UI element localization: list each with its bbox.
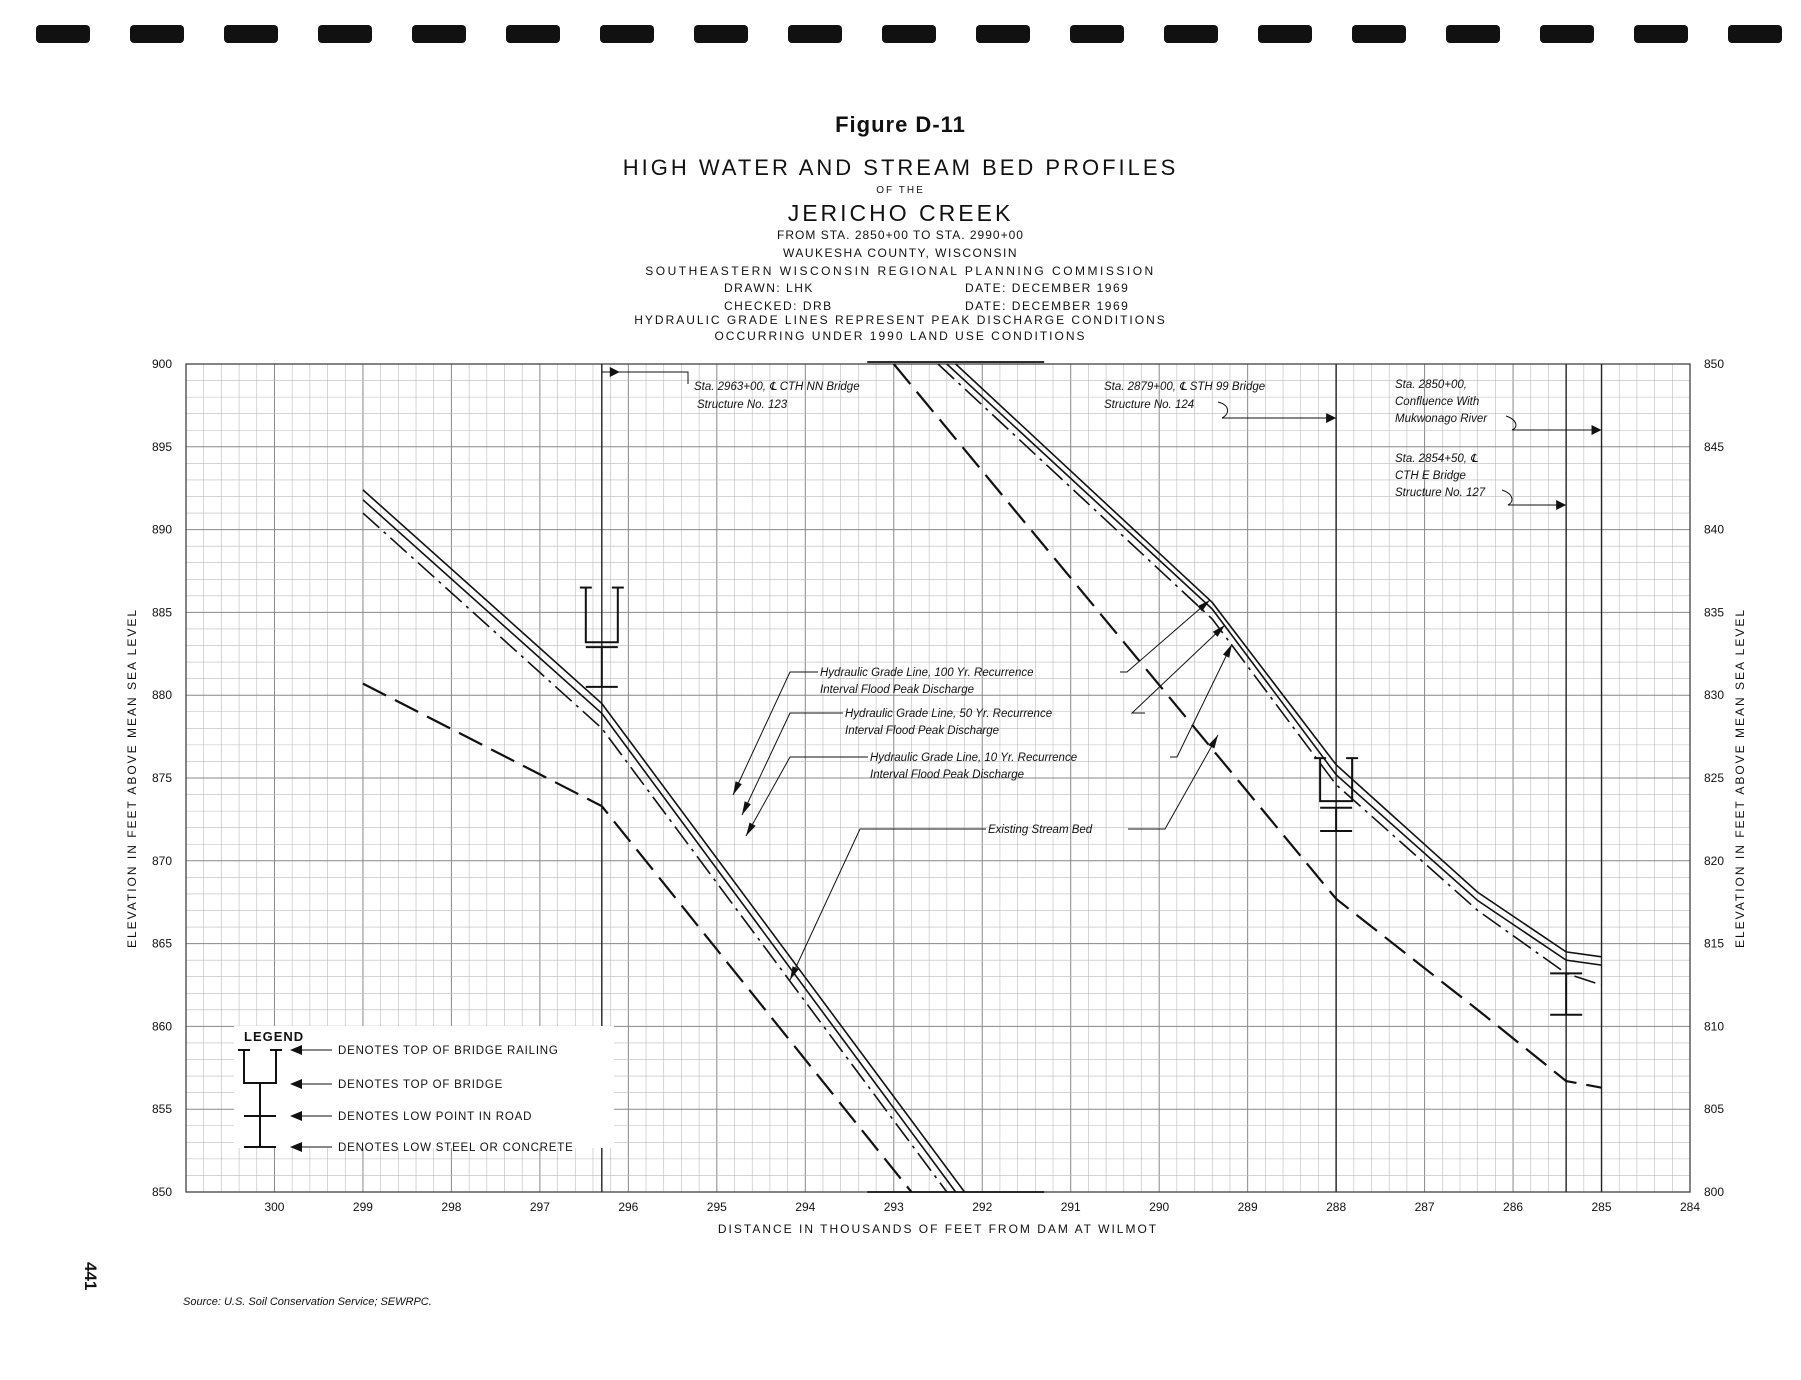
- legend-item-label: DENOTES TOP OF BRIDGE RAILING: [338, 1045, 559, 1057]
- leader-line: [1506, 416, 1602, 430]
- y-tick-label-left: 880: [151, 688, 172, 703]
- leader-arrow: [1592, 425, 1602, 435]
- x-tick-label: 287: [1414, 1200, 1435, 1214]
- y-tick-label-right: 850: [1704, 357, 1725, 371]
- x-tick-label: 284: [1679, 1200, 1701, 1214]
- x-tick-label: 295: [706, 1200, 727, 1214]
- x-tick-label: 290: [1149, 1200, 1170, 1214]
- y-tick-label-right: 800: [1704, 1185, 1725, 1199]
- x-tick-label: 299: [352, 1200, 373, 1214]
- y-tick-label-right: 835: [1704, 605, 1725, 620]
- y-tick-label-left: 890: [151, 522, 172, 537]
- x-tick-label: 298: [441, 1200, 462, 1214]
- series-line-50yr: [947, 364, 1602, 965]
- x-axis-label: DISTANCE IN THOUSANDS OF FEET FROM DAM AT WILMOT: [717, 1222, 1159, 1236]
- note-line-1: HYDRAULIC GRADE LINES REPRESENT PEAK DISCHARGE CONDITIONS: [634, 313, 1167, 327]
- y-tick-label-right: 845: [1704, 439, 1725, 454]
- leader-arrow: [1326, 413, 1336, 423]
- series-line-10yr: [938, 364, 1602, 985]
- annotation-label: Interval Flood Peak Discharge: [845, 725, 1000, 737]
- x-tick-label: 297: [529, 1200, 550, 1214]
- checked-date: DATE: DECEMBER 1969: [965, 299, 1130, 313]
- annotation-arrow: [1208, 735, 1218, 749]
- title-of-the: OF THE: [876, 185, 925, 196]
- annotation-leader: [1170, 644, 1232, 757]
- annotation-leader: [1120, 600, 1210, 672]
- y-tick-label-left: 850: [151, 1185, 172, 1199]
- x-tick-label: 296: [618, 1200, 639, 1214]
- annotation-leader: [746, 757, 868, 836]
- y-tick-label-left: 895: [151, 439, 172, 454]
- leader-arrow: [610, 367, 620, 377]
- agency: SOUTHEASTERN WISCONSIN REGIONAL PLANNING COMMISSION: [645, 264, 1156, 278]
- x-tick-label: 291: [1060, 1200, 1081, 1214]
- y-tick-label-right: 830: [1704, 688, 1725, 703]
- x-tick-label: 294: [795, 1200, 816, 1214]
- legend-title: LEGEND: [244, 1029, 305, 1044]
- y-tick-label-left: 865: [151, 936, 172, 951]
- structure-label: Confluence With: [1395, 396, 1480, 408]
- legend-item-label: DENOTES TOP OF BRIDGE: [338, 1079, 504, 1091]
- note-line-2: OCCURRING UNDER 1990 LAND USE CONDITIONS: [714, 329, 1087, 343]
- source-note: Source: U.S. Soil Conservation Service; SEWRPC.: [183, 1296, 432, 1308]
- annotation-leader: [1132, 625, 1225, 713]
- y-axis-label-left: ELEVATION IN FEET ABOVE MEAN SEA LEVEL: [125, 607, 139, 949]
- y-tick-label-left: 885: [151, 605, 172, 620]
- county: WAUKESHA COUNTY, WISCONSIN: [782, 246, 1019, 260]
- legend-item-label: DENOTES LOW POINT IN ROAD: [338, 1111, 533, 1123]
- x-tick-label: 300: [264, 1200, 285, 1214]
- structure-label: Sta. 2879+00, ℄ STH 99 Bridge: [1104, 381, 1266, 393]
- structure-label: Sta. 2850+00,: [1395, 379, 1467, 391]
- x-tick-label: 292: [972, 1200, 993, 1214]
- y-axis-label-right: ELEVATION IN FEET ABOVE MEAN SEA LEVEL: [1733, 607, 1747, 949]
- leader-arrow: [1556, 500, 1566, 510]
- structure-label: Mukwonago River: [1395, 413, 1488, 425]
- drawn-date: DATE: DECEMBER 1969: [965, 281, 1130, 295]
- annotation-arrow: [1223, 644, 1232, 658]
- drawn-by: DRAWN: LHK: [724, 281, 814, 295]
- annotation-label: Interval Flood Peak Discharge: [820, 684, 975, 696]
- creek-name: JERICHO CREEK: [787, 200, 1014, 226]
- annotation-arrow: [742, 801, 751, 815]
- checked-by: CHECKED: DRB: [724, 299, 833, 313]
- x-tick-label: 289: [1237, 1200, 1258, 1214]
- y-tick-label-left: 870: [151, 853, 172, 868]
- y-tick-label-left: 900: [151, 357, 172, 371]
- annotation-leader: [790, 829, 986, 980]
- structure-label: Sta. 2854+50, ℄: [1395, 453, 1478, 465]
- figure-number: Figure D-11: [835, 112, 966, 137]
- legend-item-label: DENOTES LOW STEEL OR CONCRETE: [338, 1142, 574, 1154]
- page-number: 441: [81, 1262, 100, 1291]
- structure-label: Sta. 2963+00, ℄ CTH NN Bridge: [694, 381, 860, 393]
- annotation-label: Hydraulic Grade Line, 50 Yr. Recurrence: [845, 708, 1053, 720]
- annotation-label: Interval Flood Peak Discharge: [870, 769, 1025, 781]
- y-tick-label-right: 820: [1704, 853, 1725, 868]
- x-tick-label: 293: [883, 1200, 904, 1214]
- y-tick-label-left: 875: [151, 771, 172, 785]
- structure-label: Structure No. 124: [1104, 399, 1195, 411]
- structure-label: Structure No. 127: [1395, 487, 1486, 499]
- y-tick-label-right: 805: [1704, 1102, 1725, 1117]
- y-tick-label-right: 825: [1704, 771, 1725, 785]
- x-tick-label: 285: [1591, 1200, 1612, 1214]
- annotation-label: Hydraulic Grade Line, 100 Yr. Recurrence: [820, 667, 1034, 679]
- structure-label: Structure No. 123: [697, 399, 788, 411]
- series-line-100yr: [956, 364, 1602, 957]
- y-tick-label-right: 840: [1704, 522, 1725, 537]
- x-tick-label: 288: [1326, 1200, 1347, 1214]
- chart-title: HIGH WATER AND STREAM BED PROFILES: [622, 155, 1179, 180]
- annotation-label: Hydraulic Grade Line, 10 Yr. Recurrence: [870, 752, 1078, 764]
- y-tick-label-right: 810: [1704, 1019, 1725, 1034]
- y-tick-label-left: 855: [151, 1102, 172, 1117]
- structure-label: CTH E Bridge: [1395, 470, 1466, 482]
- y-tick-label-left: 860: [151, 1019, 172, 1034]
- annotation-label: Existing Stream Bed: [988, 824, 1093, 836]
- x-tick-label: 286: [1503, 1200, 1524, 1214]
- annotation-arrow: [746, 822, 756, 836]
- station-range: FROM STA. 2850+00 TO STA. 2990+00: [777, 228, 1024, 242]
- y-tick-label-right: 815: [1704, 936, 1725, 951]
